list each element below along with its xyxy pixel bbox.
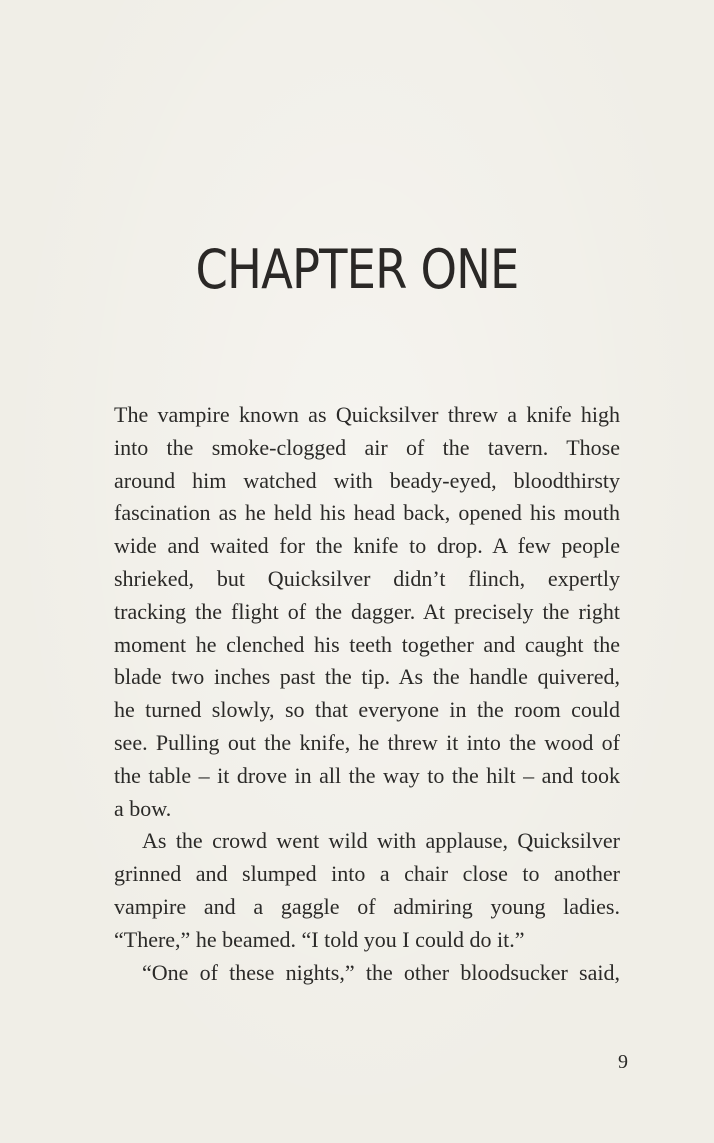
- text-line: blade two inches past the tip. As the handle quivered,: [114, 664, 620, 690]
- text-line: around him watched with beady-eyed, bloodthirsty: [114, 467, 620, 493]
- text-line: The vampire known as Quicksilver threw a knife high: [114, 402, 620, 427]
- text-line: into the smoke-clogged air of the tavern. Those: [114, 434, 620, 460]
- text-line: wide and waited for the knife to drop. A few people: [114, 533, 620, 559]
- text-line: grinned and slumped into a chair close to another: [114, 861, 620, 887]
- text-line: the table – it drove in all the way to the hilt – and took: [114, 762, 620, 788]
- text-line: a bow.: [114, 795, 172, 821]
- text-line: As the crowd went wild with applause, Quicksilver: [142, 828, 620, 854]
- text-line: “One of these nights,” the other bloodsucker said,: [142, 959, 620, 985]
- chapter-title: CHAPTER ONE: [195, 238, 519, 301]
- text-line: he turned slowly, so that everyone in the room could: [114, 697, 620, 723]
- text-line: fascination as he held his head back, opened his mouth: [114, 500, 620, 526]
- text-line: vampire and a gaggle of admiring young ladies.: [114, 893, 620, 919]
- page-number: 9: [618, 1051, 628, 1073]
- text-line: “There,” he beamed. “I told you I could do it.”: [114, 926, 525, 952]
- text-line: shrieked, but Quicksilver didn’t flinch, expertly: [114, 565, 620, 591]
- text-line: tracking the flight of the dagger. At precisely the right: [114, 598, 620, 624]
- body-text: [114, 399, 620, 989]
- text-line: moment he clenched his teeth together and caught the: [114, 631, 620, 657]
- text-line: see. Pulling out the knife, he threw it into the wood of: [114, 729, 620, 755]
